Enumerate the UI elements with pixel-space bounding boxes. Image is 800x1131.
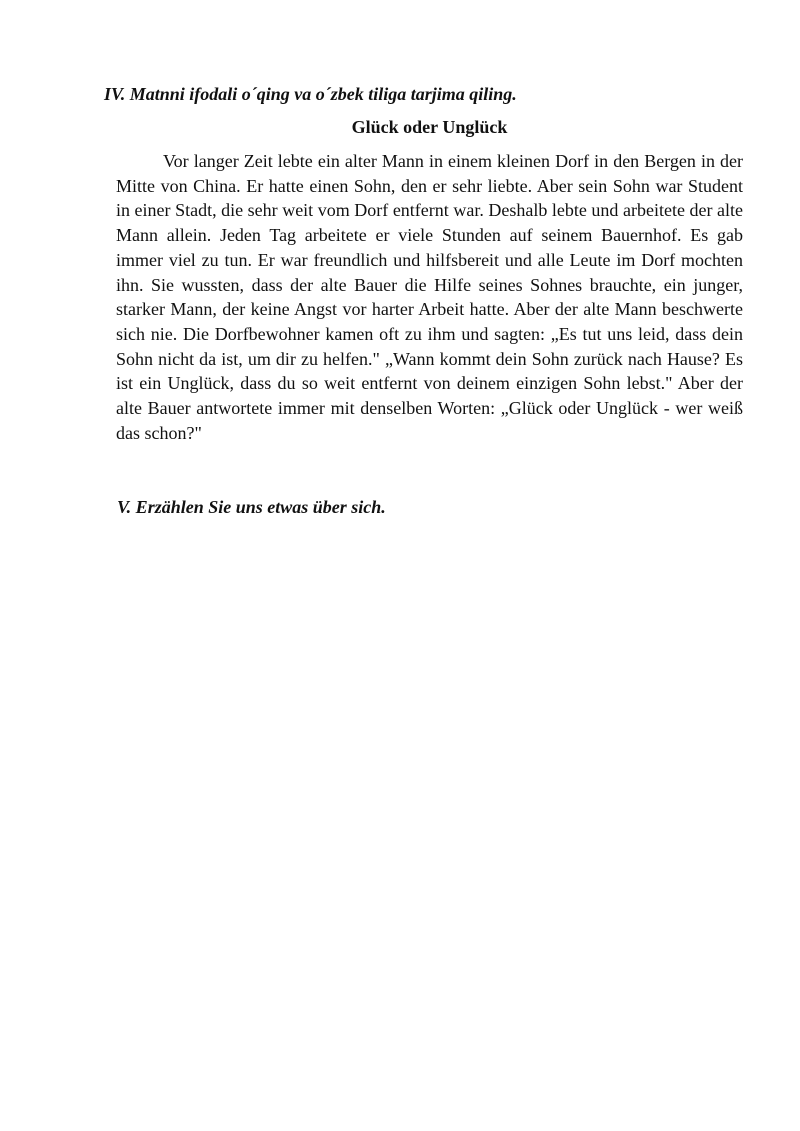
text-title: Glück oder Unglück — [351, 117, 508, 137]
text-body-paragraph: Vor langer Zeit lebte ein alter Mann in einem kleinen Dorf in den Bergen in der Mitte von China. Er hatte einen Sohn, den er sehr liebte. Aber sein Sohn war Student in einer Stadt, die sehr weit vom Dorf entfernt war. Deshalb lebte und arbeitete der alte Mann allein. Jeden Tag arbeitete er viele Stunden auf seinem Bauernhof. Es gab immer viel zu tun. Er war freundlich und hilfsbereit und alle Leute im Dorf mochten ihn. Sie wussten, dass der alte Bauer die Hilfe seines Sohnes brauchte, ein junger, starker Mann, der keine Angst vor harter Arbeit hatte. Aber der alte Mann beschwerte sich nie. Die Dorfbewohner kamen oft zu ihm und sagten: „Es tut uns leid, dass dein Sohn nicht da ist, um dir zu helfen." „Wann kommt dein Sohn zurück nach Hause? Es ist ein Unglück, dass du so weit entfernt von deinem einzigen Sohn lebst." Aber der alte Bauer antwortete immer mit denselben Worten: „Glück oder Unglück - wer weiß das schon?" — [116, 151, 743, 443]
task-v-heading: V. Erzählen Sie uns etwas über sich. — [117, 497, 386, 517]
task-iv-heading: IV. Matnni ifodali o´qing va o´zbek tiliga tarjima qiling. — [104, 84, 517, 104]
